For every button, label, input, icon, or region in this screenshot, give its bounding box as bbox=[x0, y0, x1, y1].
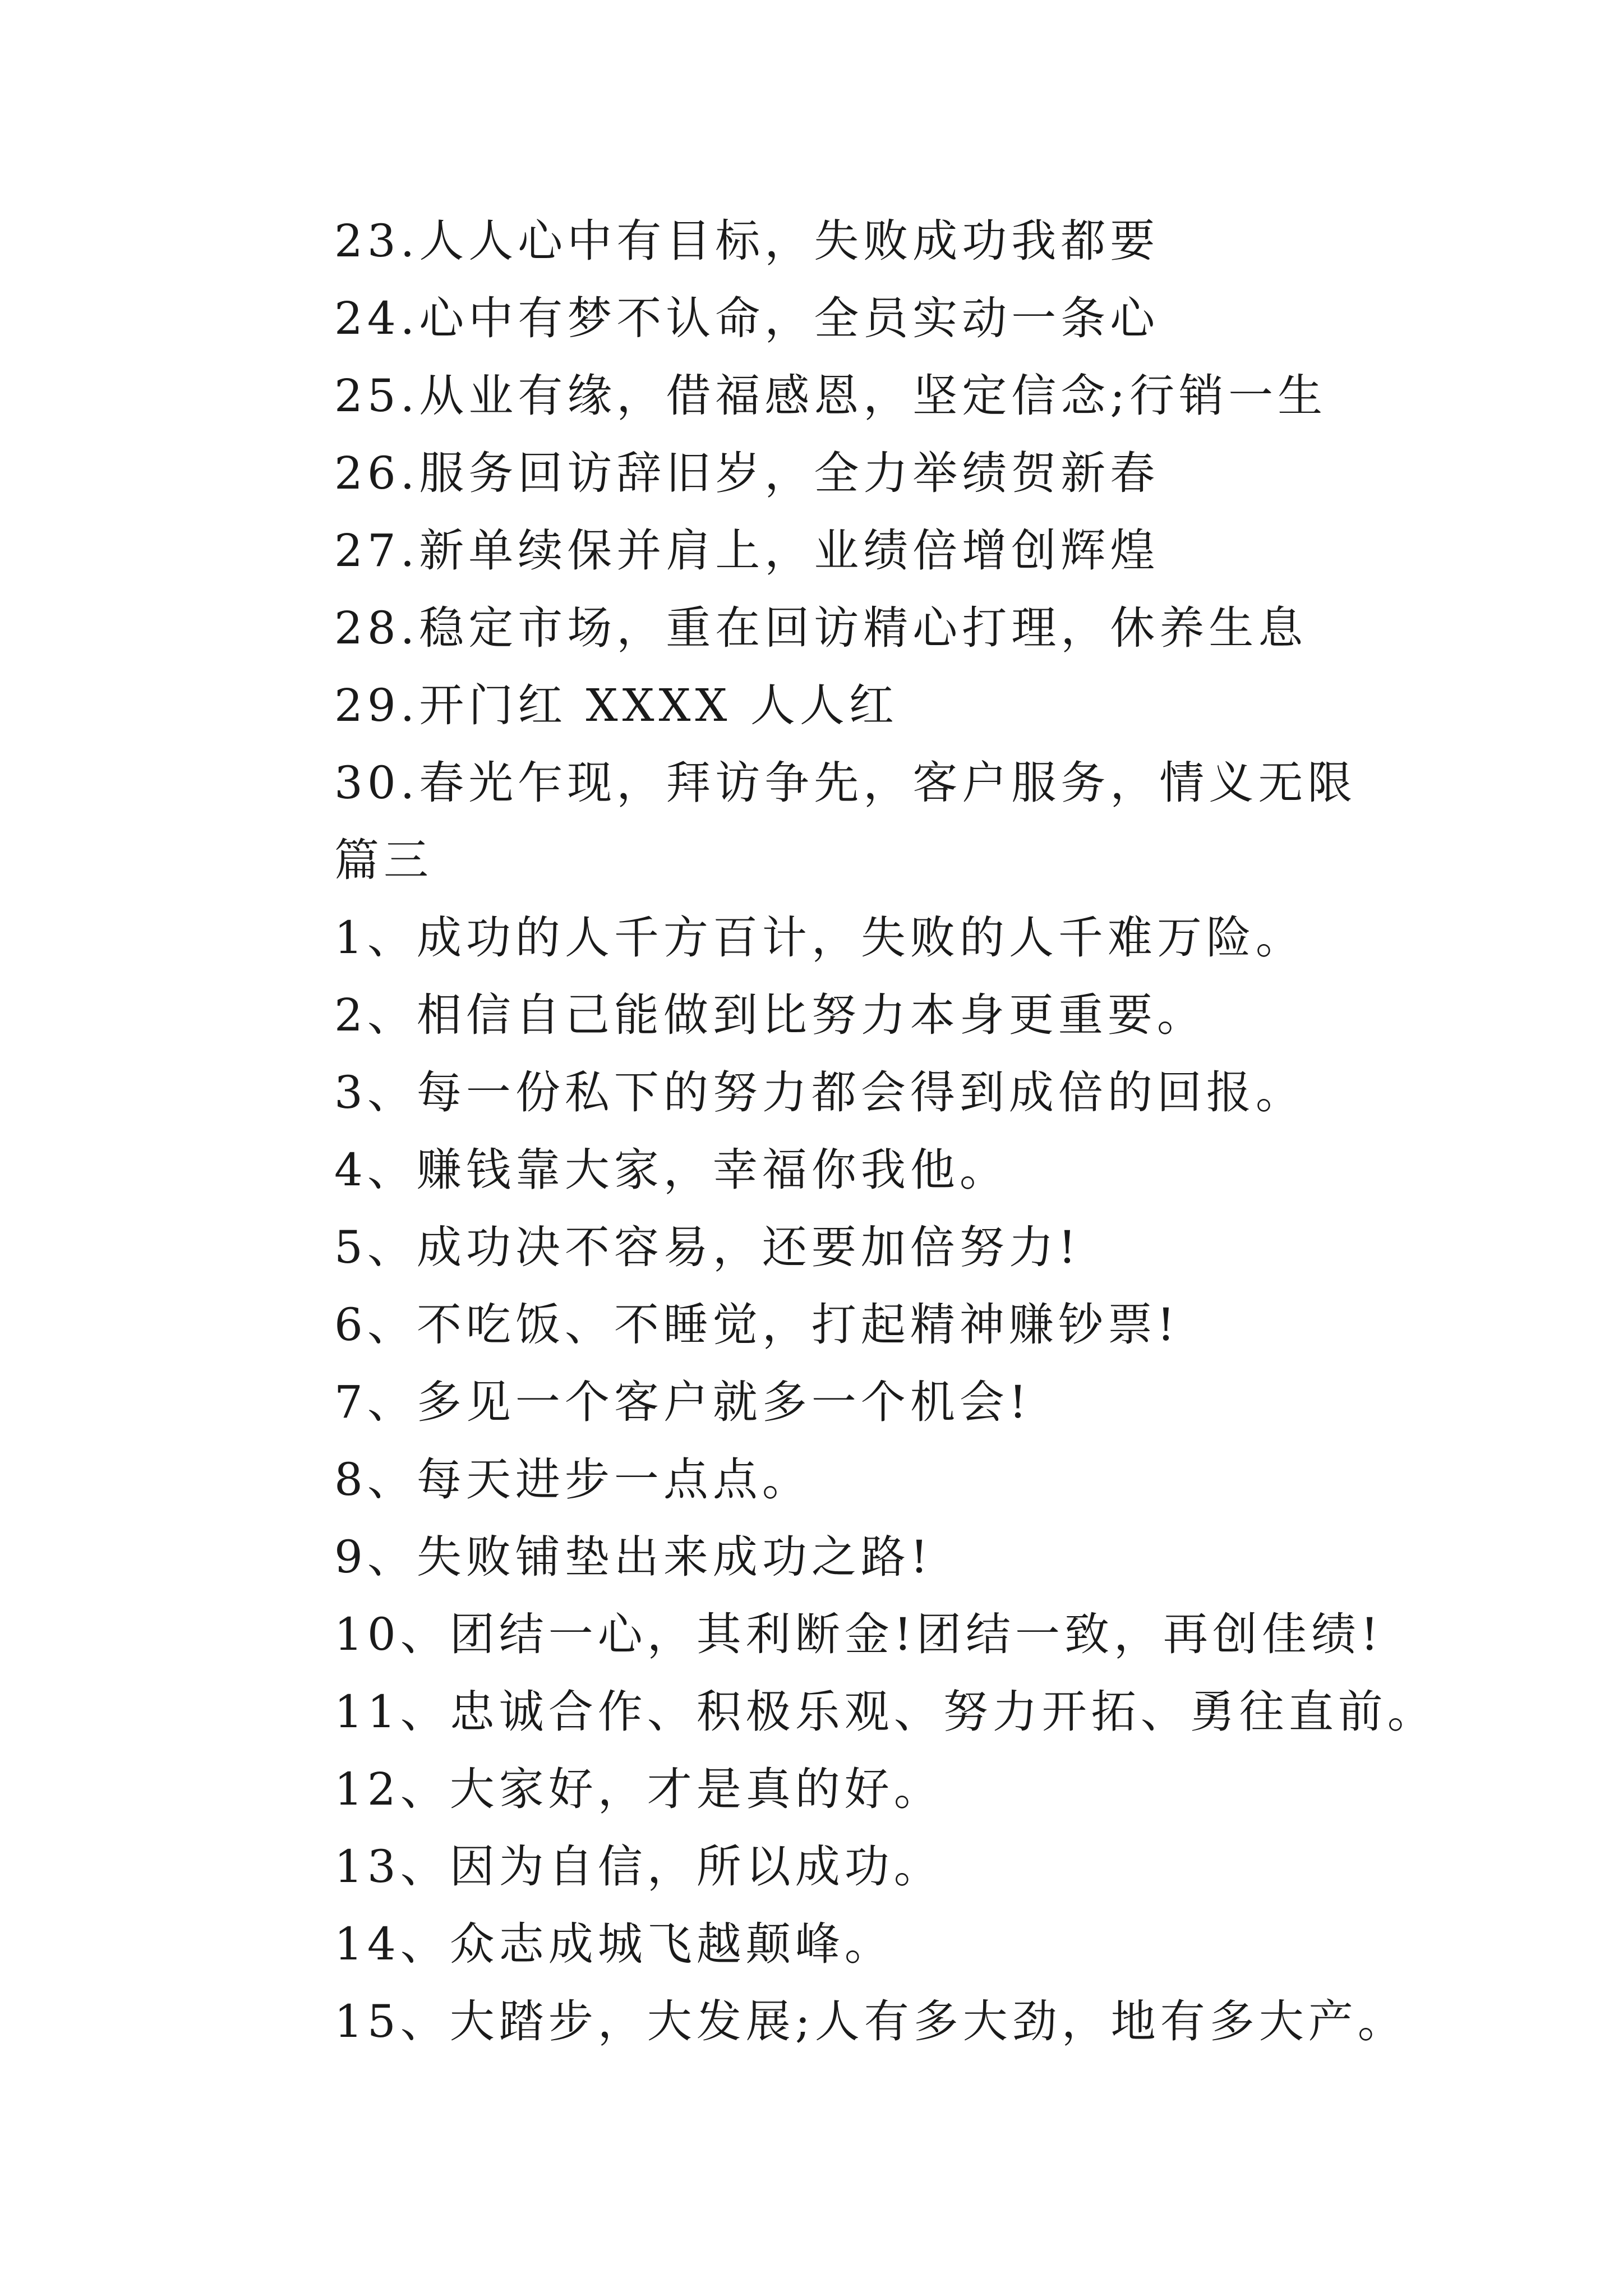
slogan-line-25: 25.从业有缘，借福感恩，坚定信念;行销一生 bbox=[334, 370, 1327, 422]
slogan-item-2: 2、相信自己能做到比努力本身更重要。 bbox=[334, 989, 1206, 1041]
slogan-line-28: 28.稳定市场，重在回访精心打理，休养生息 bbox=[334, 602, 1308, 654]
slogan-item-9: 9、失败铺垫出来成功之路! bbox=[334, 1531, 933, 1583]
slogan-item-13: 13、因为自信，所以成功。 bbox=[334, 1841, 943, 1893]
slogan-line-24: 24.心中有梦不认命，全员实动一条心 bbox=[334, 292, 1160, 344]
slogan-line-26: 26.服务回访辞旧岁，全力举绩贺新春 bbox=[334, 447, 1160, 499]
slogan-item-11: 11、忠诚合作、积极乐观、努力开拓、勇往直前。 bbox=[334, 1686, 1437, 1738]
slogan-line-29: 29.开门红 XXXX 人人红 bbox=[334, 679, 898, 731]
slogan-item-8: 8、每天进步一点点。 bbox=[334, 1453, 811, 1506]
slogan-line-23: 23.人人心中有目标，失败成功我都要 bbox=[334, 215, 1160, 267]
slogan-item-4: 4、赚钱靠大家，幸福你我他。 bbox=[334, 1144, 1009, 1196]
slogan-line-27: 27.新单续保并肩上，业绩倍增创辉煌 bbox=[334, 524, 1160, 577]
slogan-line-30: 30.春光乍现，拜访争先，客户服务，情义无限 bbox=[334, 757, 1357, 809]
slogan-item-1: 1、成功的人千方百计，失败的人千难万险。 bbox=[334, 912, 1305, 964]
slogan-item-5: 5、成功决不容易，还要加倍努力! bbox=[334, 1221, 1081, 1273]
slogan-item-10: 10、团结一心，其利断金!团结一致，再创佳绩! bbox=[334, 1608, 1384, 1660]
slogan-item-15: 15、大踏步，大发展;人有多大劲，地有多大产。 bbox=[334, 1995, 1407, 2047]
slogan-item-14: 14、众志成城飞越颠峰。 bbox=[334, 1918, 894, 1970]
slogan-item-7: 7、多见一个客户就多一个机会! bbox=[334, 1376, 1032, 1428]
slogan-item-6: 6、不吃饭、不睡觉，打起精神赚钞票! bbox=[334, 1299, 1180, 1351]
slogan-item-3: 3、每一份私下的努力都会得到成倍的回报。 bbox=[334, 1066, 1305, 1119]
slogan-item-12: 12、大家好，才是真的好。 bbox=[334, 1763, 943, 1815]
section-heading: 篇三 bbox=[334, 834, 433, 886]
